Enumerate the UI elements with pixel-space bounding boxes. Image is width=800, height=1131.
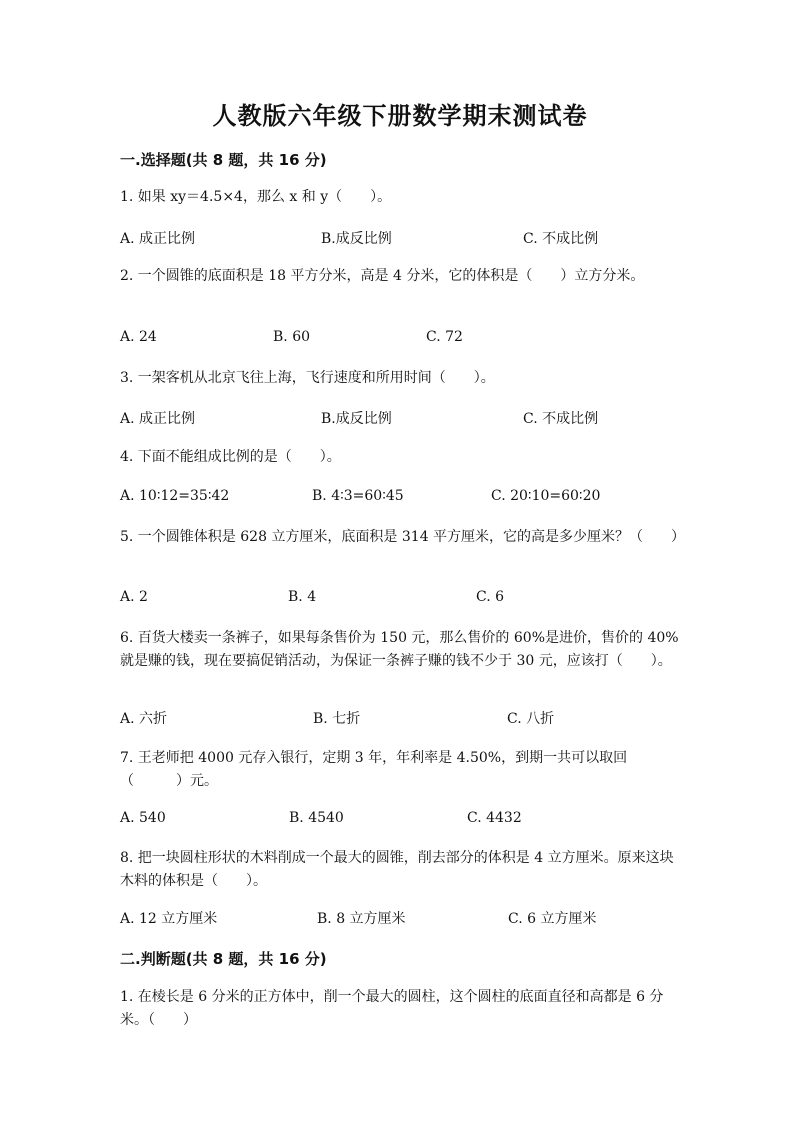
question-text: 6. 百货大楼卖一条裤子，如果每条售价为 150 元，那么售价的 60%是进价，售价的 40%就是赚的钱，现在要搞促销活动，为保证一条裤子赚的钱不少于 30 元，应该打（ ）。 [120,630,679,669]
option-b: B. 60 [273,329,311,345]
question-text: 8. 把一块圆柱形状的木料削成一个最大的圆锥，削去部分的体积是 4 立方厘米。原来这块木料的体积是（ ）。 [120,850,674,889]
option-a: A. 成正比例 [120,231,196,247]
question-text: 1. 如果 xy＝4.5×4，那么 x 和 y（ ）。 [120,189,392,205]
question-text: 4. 下面不能组成比例的是（ ）。 [120,449,341,465]
option-c: C. 6 立方厘米 [508,911,597,927]
option-c: C. 不成比例 [523,231,599,247]
question-text: 1. 在棱长是 6 分米的正方体中，削一个最大的圆柱，这个圆柱的底面直径和高都是 6 分米。（ ） [120,989,664,1028]
option-a: A. 12 立方厘米 [120,911,218,927]
option-a: A. 24 [120,329,157,345]
option-b: B.成反比例 [321,231,392,247]
page-title: 人教版六年级下册数学期末测试卷 [212,101,588,130]
option-a: A. 2 [120,589,148,605]
option-a: A. 540 [120,810,166,826]
option-b: B. 4∶3=60∶45 [312,488,404,504]
option-c: C. 6 [476,589,505,605]
option-c: C. 72 [426,329,463,345]
option-b: B. 4 [288,589,317,605]
option-a: A. 六折 [120,711,168,727]
question-text: 2. 一个圆锥的底面积是 18 平方分米，高是 4 分米，它的体积是（ ）立方分米。 [120,268,645,284]
option-b: B. 8 立方厘米 [317,911,406,927]
question-text: 3. 一架客机从北京飞往上海，飞行速度和所用时间（ ）。 [120,370,495,386]
option-b: B.成反比例 [321,411,392,427]
option-b: B. 七折 [313,711,361,727]
option-c: C. 4432 [467,810,522,826]
option-c: C. 20∶10=60∶20 [491,488,601,504]
option-a: A. 成正比例 [120,411,196,427]
option-c: C. 不成比例 [523,411,599,427]
question-text: 7. 王老师把 4000 元存入银行，定期 3 年，年利率是 4.50%，到期一共可以取回（ ）元。 [120,750,628,789]
option-c: C. 八折 [507,711,555,727]
question-text: 5. 一个圆锥体积是 628 立方厘米，底面积是 314 平方厘米，它的高是多少厘米？（ ） [120,529,686,545]
section-heading-choice: 一.选择题(共 8 题，共 16 分) [120,151,327,169]
section-heading-judgement: 二.判断题(共 8 题，共 16 分) [120,950,327,968]
option-a: A. 10∶12=35∶42 [120,488,230,504]
option-b: B. 4540 [289,810,344,826]
